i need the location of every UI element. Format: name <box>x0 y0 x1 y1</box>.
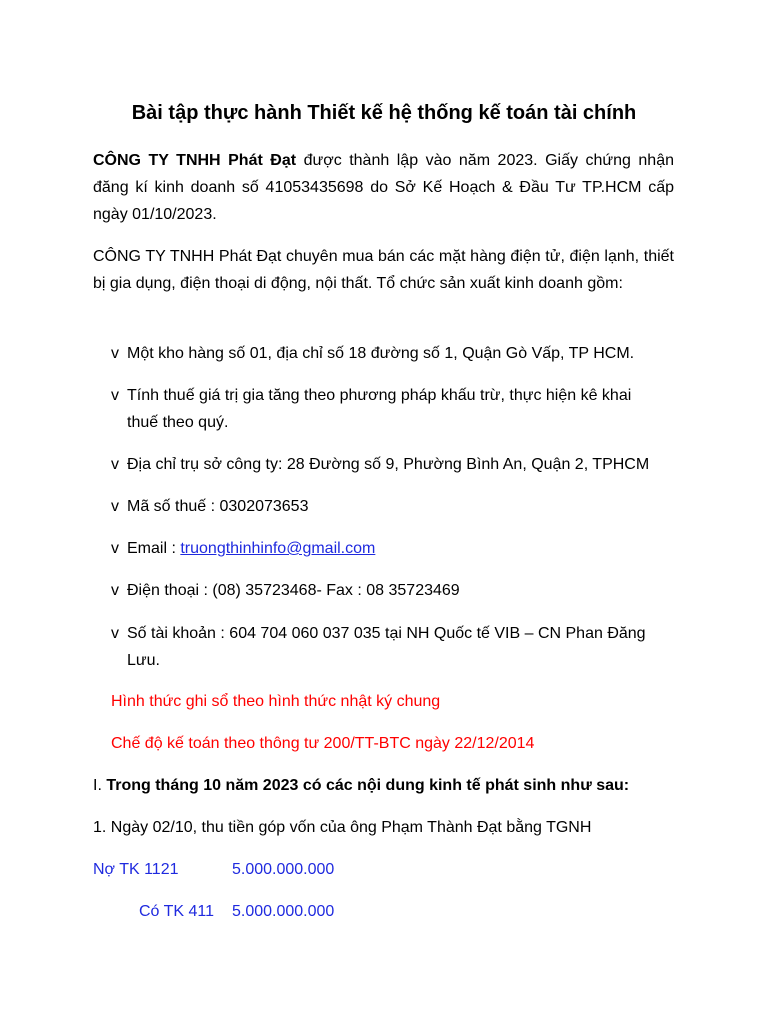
email-link[interactable]: truongthinhinfo@gmail.com <box>180 540 376 557</box>
section-prefix: I. <box>93 777 107 794</box>
bullet-address <box>111 451 674 478</box>
bullet-text-continued: Lưu. <box>127 652 160 669</box>
bookkeeping-note: Hình thức ghi sổ theo hình thức nhật ký chung <box>111 693 441 710</box>
debit-label: Nợ TK 1121 <box>93 861 179 878</box>
bullet-text: Mã số thuế : 0302073653 <box>127 498 309 515</box>
company-name: CÔNG TY TNHH Phát Đạt <box>93 152 297 169</box>
business-paragraph: CÔNG TY TNHH Phát Đạt chuyên mua bán các mặt hàng điện tử, điện lạnh, thiết bị gia dụng, điện thoại di động, nội thất. Tổ chức sản xuất kinh doanh gồm: <box>93 248 674 292</box>
section-heading-text: Trong tháng 10 năm 2023 có các nội dung kinh tế phát sinh như sau: <box>106 777 630 794</box>
accounting-regime-note: Chế độ kế toán theo thông tư 200/TT-BTC ngày 22/12/2014 <box>111 735 535 752</box>
bullet-text-continued: thuế theo quý. <box>127 414 229 431</box>
bullet-mark: v <box>111 625 119 642</box>
document-title: Bài tập thực hành Thiết kế hệ thống kế toán tài chính <box>131 102 637 124</box>
bullet-mark: v <box>111 582 119 599</box>
credit-label: Có TK 411 <box>139 903 215 920</box>
credit-amount: 5.000.000.000 <box>232 903 335 920</box>
section-heading <box>93 772 629 799</box>
email-label: Email : <box>127 540 181 557</box>
bullet-warehouse <box>111 340 674 367</box>
bullet-phone <box>111 577 674 604</box>
bullet-text: Tính thuế giá trị gia tăng theo phương pháp khấu trừ, thực hiện kê khai <box>127 387 632 404</box>
bullet-text: Một kho hàng số 01, địa chỉ số 18 đường số 1, Quận Gò Vấp, TP HCM. <box>127 345 635 362</box>
intro-paragraph <box>93 147 674 228</box>
bullet-mark: v <box>111 387 119 404</box>
debit-amount: 5.000.000.000 <box>232 861 335 878</box>
intro-text: được thành lập vào năm 2023. Giấy chứng nhận đăng kí kinh doanh số 41053435698 do Sở Kế Hoạch & Đầu Tư TP.HCM cấp ngày 01/10/2023. <box>93 152 674 223</box>
bullet-taxcode <box>111 493 674 520</box>
item-1: 1. Ngày 02/10, thu tiền góp vốn của ông Phạm Thành Đạt bằng TGNH <box>93 819 592 836</box>
bullet-account <box>111 620 674 674</box>
bullet-text: Số tài khoản : 604 704 060 037 035 tại NH Quốc tế VIB – CN Phan Đăng <box>127 625 646 642</box>
bullet-mark: v <box>111 345 119 362</box>
bullet-mark: v <box>111 540 119 557</box>
bullet-text: Địa chỉ trụ sở công ty: 28 Đường số 9, Phường Bình An, Quận 2, TPHCM <box>127 456 650 473</box>
bullet-email <box>111 535 674 562</box>
bullet-tax <box>111 382 674 436</box>
bullet-text: Điện thoại : (08) 35723468- Fax : 08 35723469 <box>127 582 460 599</box>
bullet-mark: v <box>111 456 119 473</box>
bullet-mark: v <box>111 498 119 515</box>
